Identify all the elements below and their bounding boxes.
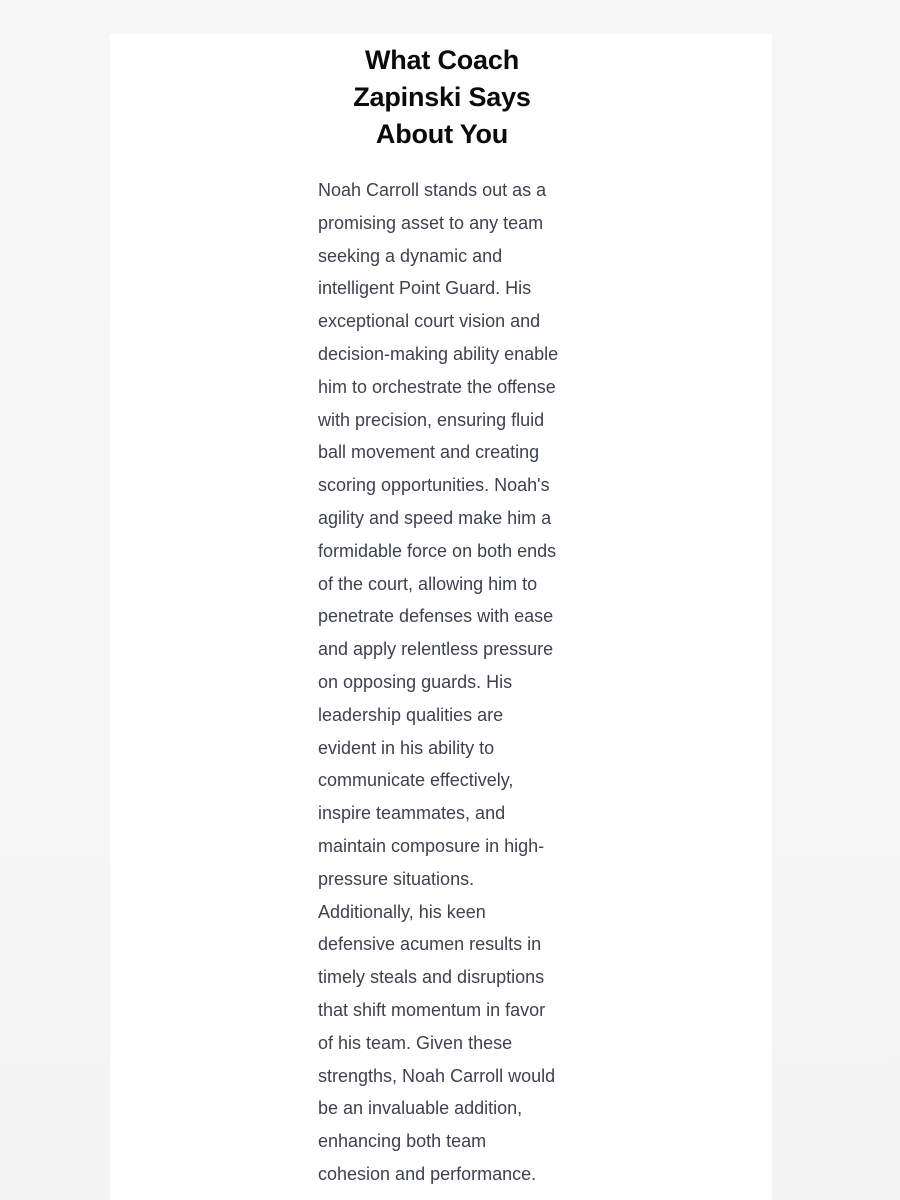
coach-evaluation-text: Noah Carroll stands out as a promising asset to any team seeking a dynamic and intelligent Point Guard. His exceptional court vision and decision-making ability enable him to orchestrate the offense with precision, ensuring fluid ball movement and creating scoring opportunities. Noah's agility and speed make him a formidable force on both ends of the court, allowing him to penetrate defenses with ease and apply relentless pressure on opposing guards. His leadership qualities are evident in his ability to communicate effectively, inspire teammates, and maintain composure in high- pressure situations. Additionally, his keen defensive acumen results in timely steals and disruptions that shift momentum in favor of his team. Given these strengths, Noah Carroll would be an invaluable addition, enhancing both team cohesion and performance. xyxy=(318,180,559,1184)
section-title: What Coach Zapinski Says About You xyxy=(353,45,531,149)
